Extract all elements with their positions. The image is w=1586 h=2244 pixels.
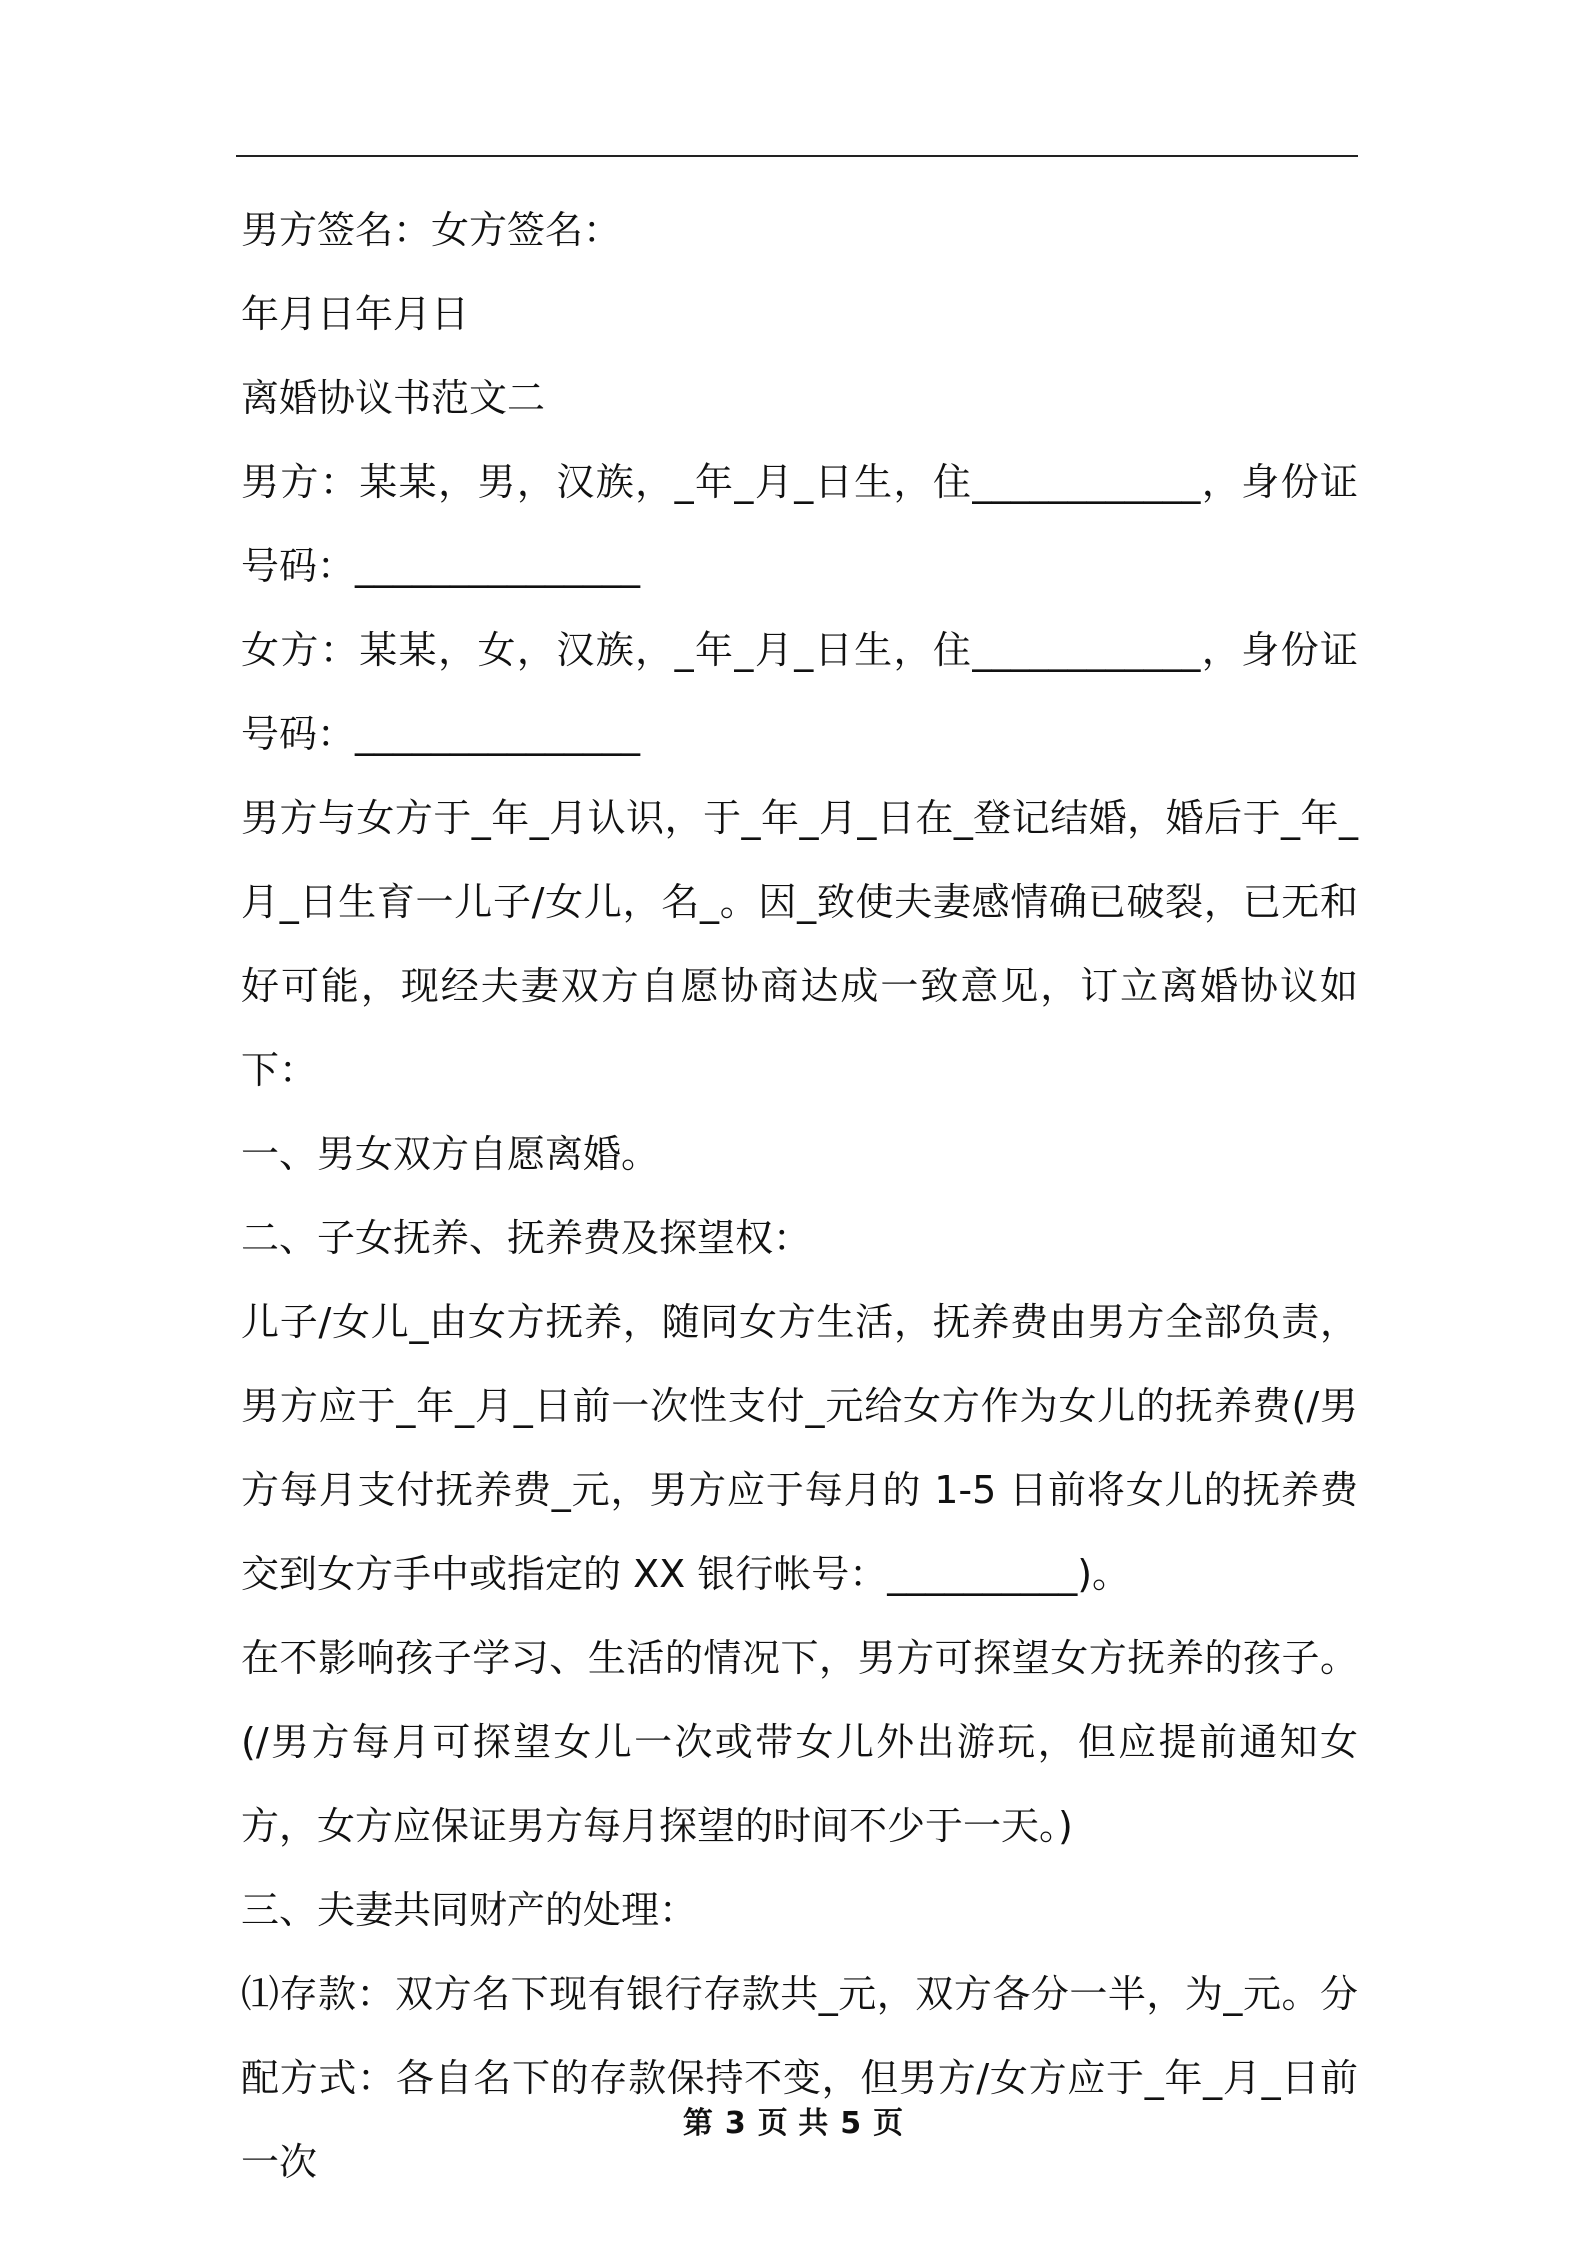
date-line: 年月日年月日: [241, 292, 470, 336]
page-footer: [0, 2098, 1586, 2142]
current-page-number: 3: [724, 2106, 746, 2141]
section-title: 离婚协议书范文二: [241, 376, 546, 420]
clause-3-heading: 三、夫妻共同财产的处理：: [241, 1888, 698, 1932]
clause-2-heading: 二、子女抚养、抚养费及探望权：: [241, 1216, 812, 1260]
total-pages: 5: [840, 2106, 862, 2141]
visitation-paragraph: 在不影响孩子学习、生活的情况下，男方可探望女方抚养的孩子。(/男方每月可探望女儿一次或带女儿外出游玩，但应提前通知女方，女方应保证男方每月探望的时间不少于一天。): [241, 1636, 1358, 1848]
child-support-paragraph: 儿子/女儿_由女方抚养，随同女方生活，抚养费由男方全部负责，男方应于_年_月_日前一次性支付_元给女方作为女儿的抚养费(/男方每月支付抚养费_元，男方应于每月的 1-5 日前将女儿的抚养费交到女方手中或指定的 XX 银行帐号：__________)。: [241, 1300, 1358, 1596]
preamble-paragraph: 男方与女方于_年_月认识，于_年_月_日在_登记结婚，婚后于_年_月_日生育一儿子/女儿，名_。因_致使夫妻感情确已破裂，已无和好可能，现经夫妻双方自愿协商达成一致意见，订立离婚协议如下：: [241, 796, 1358, 1092]
clause-1: 一、男女双方自愿离婚。: [241, 1132, 660, 1176]
footer-prefix: 第: [682, 2106, 713, 2141]
signature-line: 男方签名：女方签名：: [241, 208, 622, 252]
female-party-info: 女方：某某，女，汉族，_年_月_日生，住____________，身份证号码：_______________: [241, 628, 1358, 756]
footer-middle: 页 共: [757, 2106, 829, 2141]
header-rule: [236, 155, 1358, 157]
deposit-paragraph: ⑴存款：双方名下现有银行存款共_元，双方各分一半，为_元。分配方式：各自名下的存款保持不变，但男方/女方应于_年_月_日前一次: [241, 1972, 1358, 2184]
footer-suffix: 页: [873, 2106, 904, 2141]
document-body: [241, 188, 1358, 2204]
male-party-info: 男方：某某，男，汉族，_年_月_日生，住____________，身份证号码：_______________: [241, 460, 1358, 588]
